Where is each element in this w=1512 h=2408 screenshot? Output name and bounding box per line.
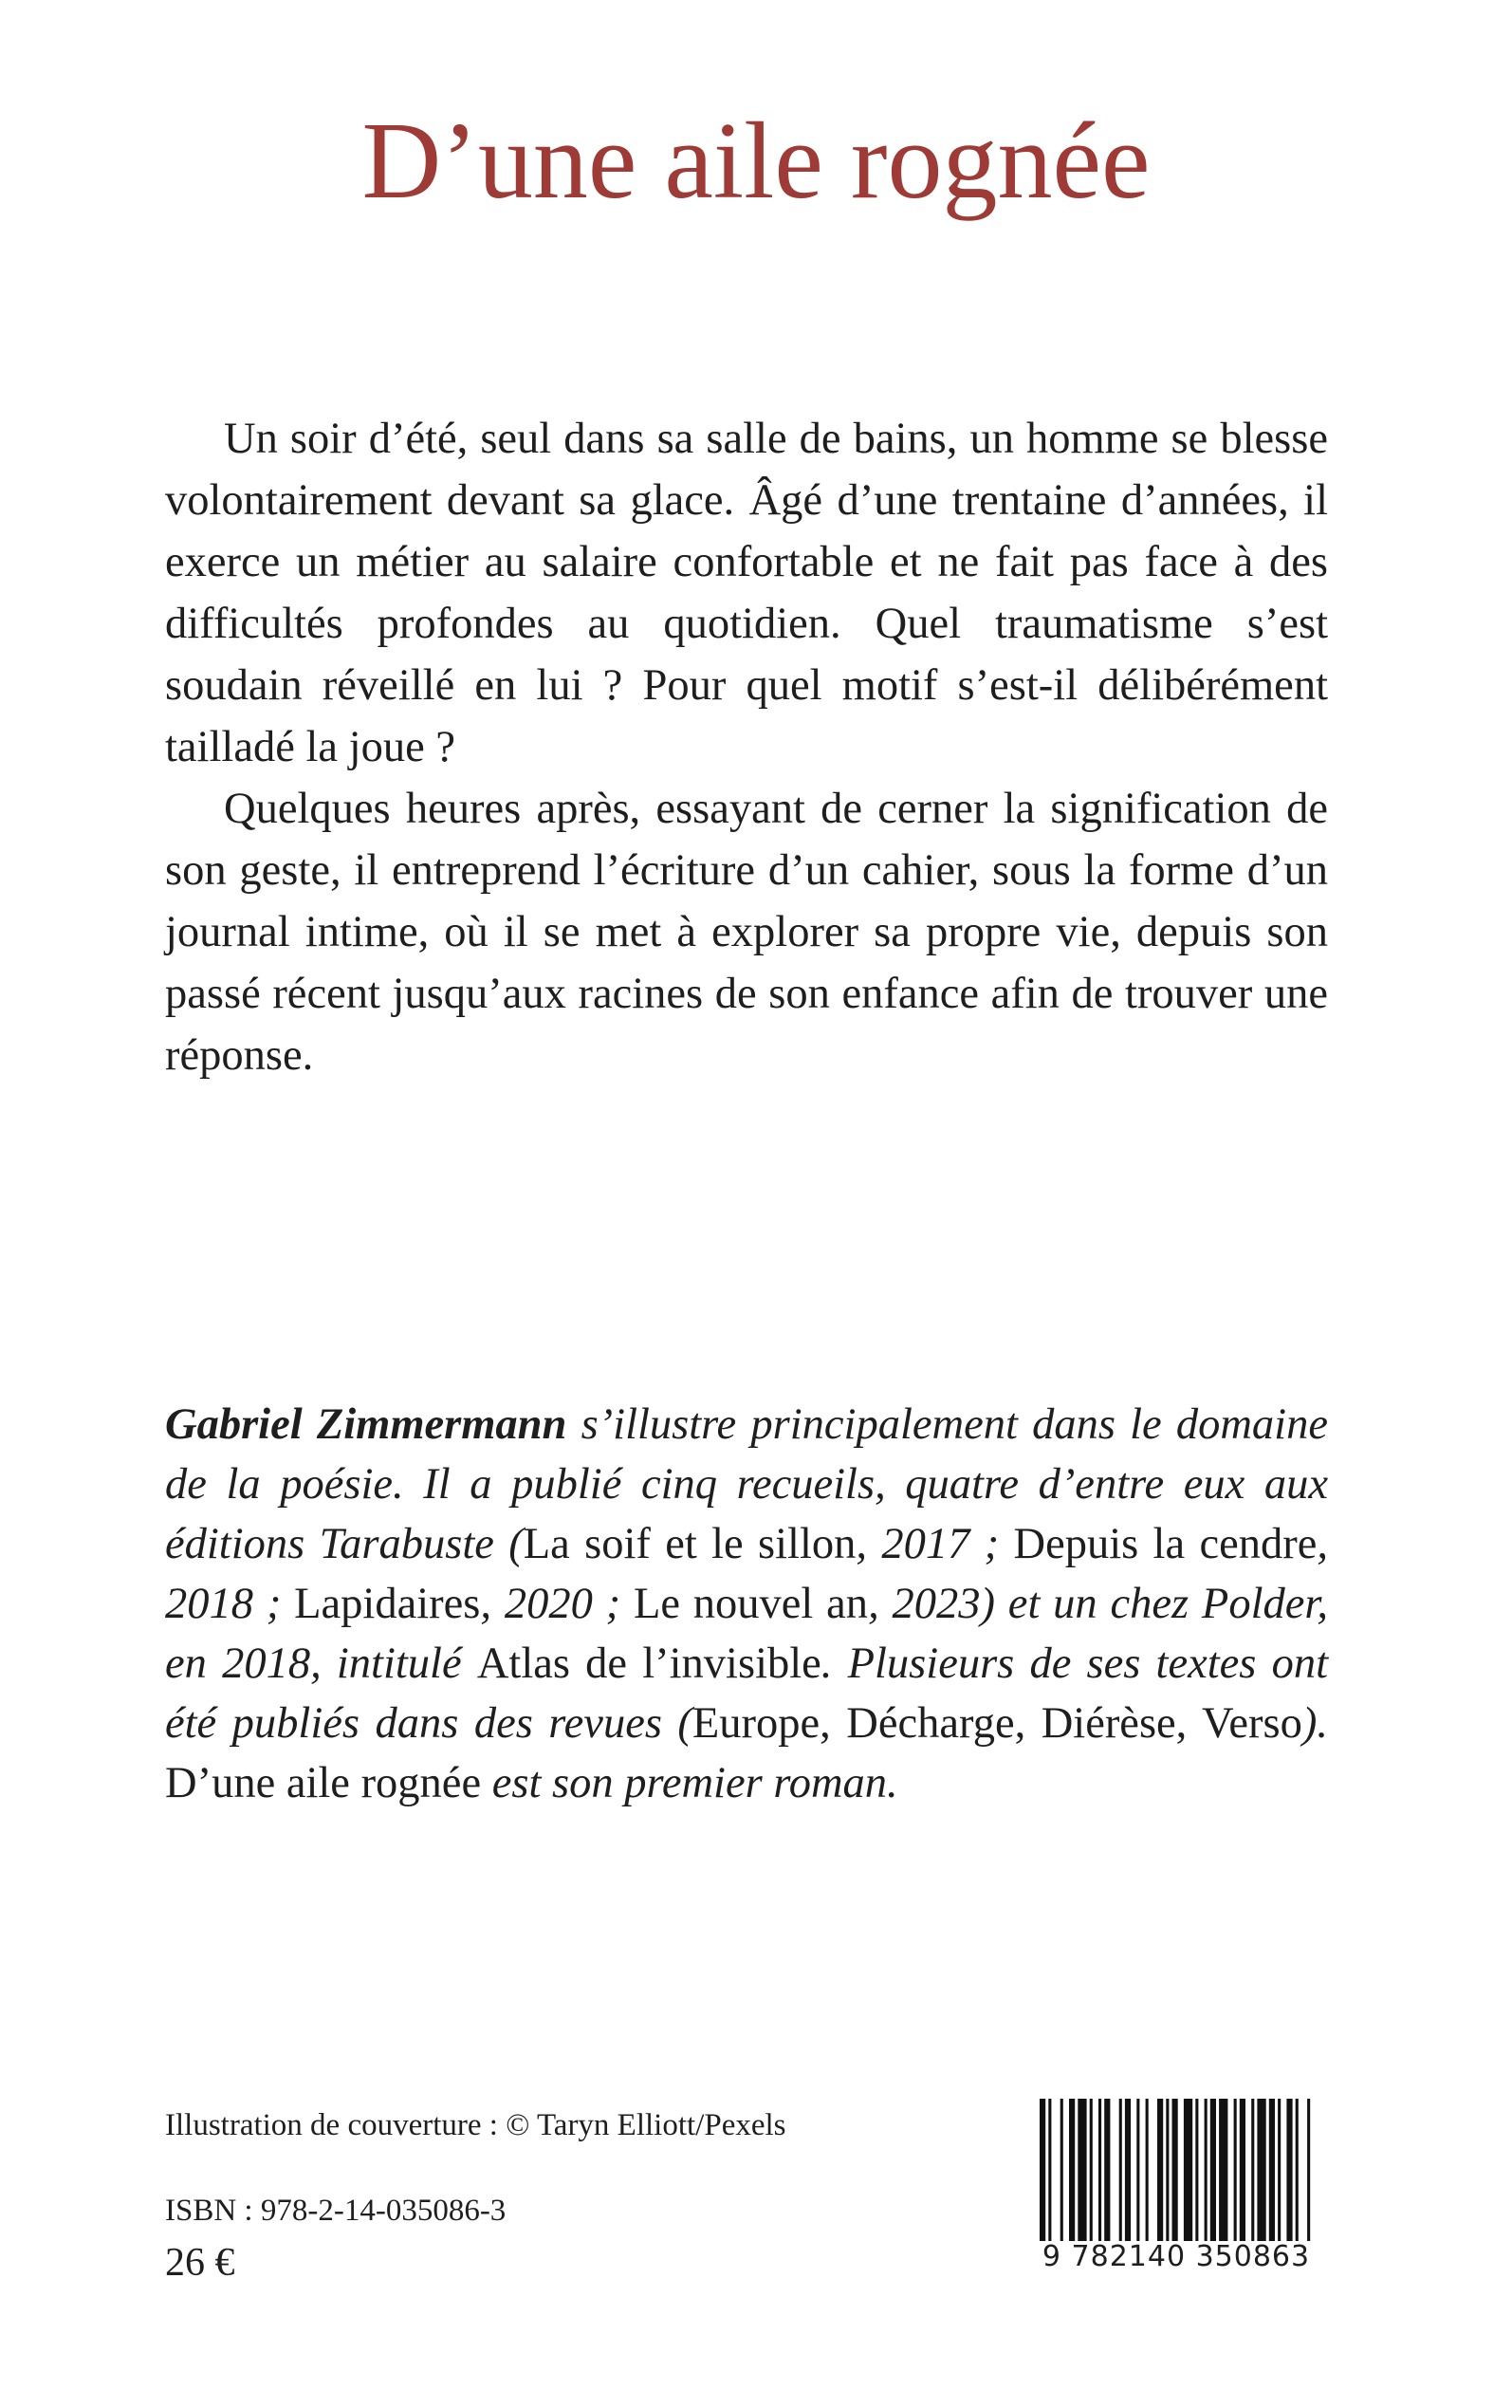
cover-credit: Illustration de couverture : © Taryn Elliott/Pexels — [165, 2108, 786, 2142]
barcode-bar — [1251, 2099, 1254, 2251]
bio-text: , 2018 ; — [165, 1520, 1328, 1628]
revue-names: Europe, Décharge, Diérèse, Verso — [691, 1699, 1302, 1748]
barcode-bar — [1146, 2099, 1149, 2251]
barcode-bar — [1172, 2099, 1178, 2251]
bio-text: , 2023) et un chez Polder, en 2018, intitulé — [165, 1580, 1328, 1688]
author-name: Gabriel Zimmermann — [165, 1400, 567, 1449]
book-name: La soif et le sillon — [523, 1520, 857, 1568]
bio-text: est son premier roman. — [481, 1759, 898, 1807]
barcode-bar — [1090, 2099, 1093, 2251]
barcode-bar — [1286, 2099, 1292, 2251]
barcode-bar — [1125, 2099, 1131, 2251]
summary-paragraph: Quelques heures après, essayant de cerner la signification de son geste, il entreprend l’écriture d’un cahier, sous la forme d’un journal intime, où il se met à explorer sa propre vie, depuis son passé récent jusqu’aux racines de son enfance afin de trouver une réponse. — [165, 785, 1328, 1080]
barcode-bar — [1069, 2099, 1075, 2251]
book-name: Depuis la cendre — [1013, 1520, 1318, 1568]
barcode — [1034, 2099, 1318, 2279]
barcode-bar — [1048, 2099, 1051, 2251]
barcode-bar — [1157, 2099, 1163, 2251]
barcode-bar — [1195, 2099, 1198, 2251]
barcode-digits: 9 782140 350863 — [1034, 2241, 1318, 2273]
barcode-bar — [1166, 2099, 1169, 2251]
barcode-bar — [1240, 2099, 1245, 2251]
barcode-bar — [1119, 2099, 1122, 2251]
book-name: Atlas de l’invisible — [476, 1639, 821, 1688]
book-name: D’une aile rognée — [165, 1759, 482, 1807]
bio-text: . Plusieurs de ses textes ont été publiés dans des revues ( — [165, 1639, 1329, 1748]
barcode-bar — [1136, 2099, 1139, 2251]
price-label: 26 € — [165, 2241, 235, 2285]
isbn-label: ISBN : 978-2-14-035086-3 — [165, 2194, 507, 2228]
barcode-bar — [1278, 2099, 1281, 2251]
summary-paragraph: Un soir d’été, seul dans sa salle de bains, un homme se blesse volontairement devant sa glace. Âgé d’une trentaine d’années, il exerce un métier au salaire confortable et ne fait pas face à des difficultés profondes au quotidien. Quel traumatisme s’est soudain réveillé en lui ? Pour quel motif s’est-il délibérément tailladé la joue ? — [165, 415, 1328, 771]
barcode-bar — [1257, 2099, 1265, 2251]
barcode-bar — [1269, 2099, 1275, 2251]
barcode-bar — [1060, 2099, 1063, 2251]
barcode-bar — [1205, 2099, 1208, 2251]
barcode-bar — [1040, 2099, 1045, 2251]
barcode-bar — [1307, 2099, 1310, 2251]
book-title: D’une aile rognée — [361, 101, 1151, 222]
barcode-bar — [1078, 2099, 1086, 2251]
barcode-bar — [1210, 2099, 1216, 2251]
author-bio — [165, 1395, 1328, 1813]
barcode-bar — [1219, 2099, 1227, 2251]
book-summary — [165, 408, 1328, 1086]
barcode-bar — [1184, 2099, 1192, 2251]
barcode-bar — [1296, 2099, 1299, 2251]
bio-text: s’illustre principalement dans le domaine de la poésie. Il a publié cinq recueils, quatre d’entre eux aux éditions Tarabuste ( — [165, 1400, 1328, 1568]
bio-text: ). — [1301, 1699, 1328, 1748]
barcode-bar — [1104, 2099, 1110, 2251]
bio-text: , 2020 ; — [480, 1580, 634, 1628]
bio-text: , 2017 ; — [856, 1520, 1014, 1568]
book-name: Le nouvel an — [633, 1580, 869, 1628]
barcode-bar — [1098, 2099, 1101, 2251]
book-name: Lapidaires — [294, 1580, 481, 1628]
barcode-bar — [1234, 2099, 1237, 2251]
